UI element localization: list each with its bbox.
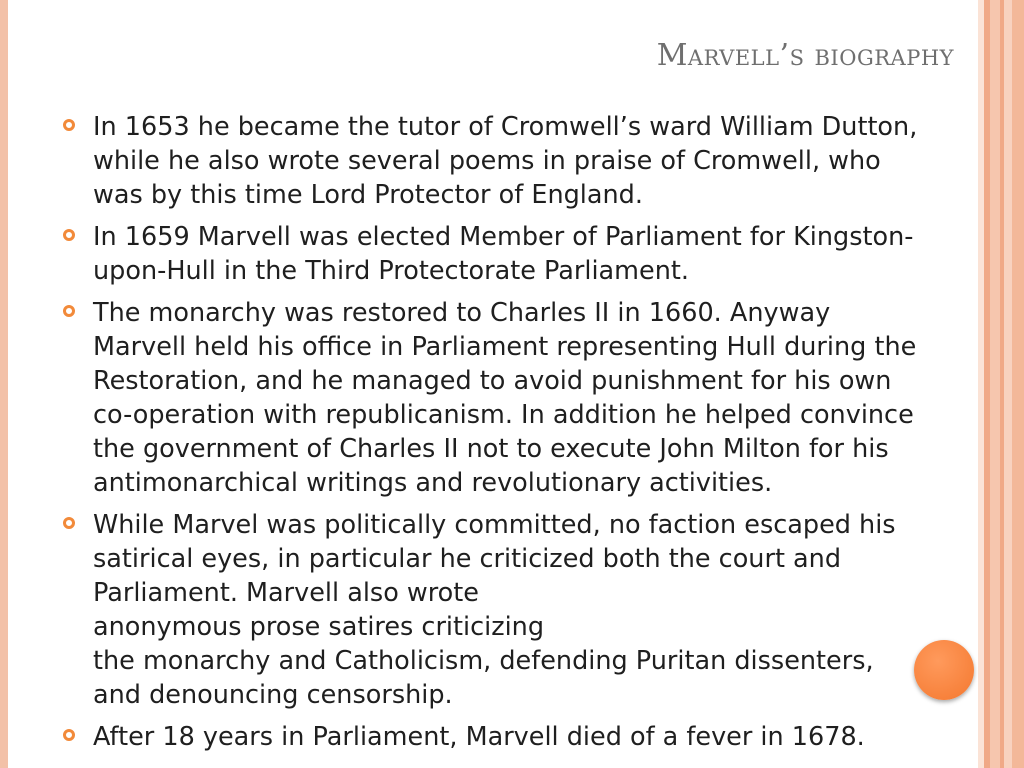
bullet-item [60,296,965,500]
bullet-line: co-operation with republicanism. In addition he helped convince [93,400,914,430]
slide-title: Marvell’s biography [656,38,954,73]
bullet-line: while he also wrote several poems in praise of Cromwell, who [93,146,881,176]
bullet-line: satirical eyes, in particular he criticized both the court and [93,544,842,574]
bullet-line: After 18 years in Parliament, Marvell died of a fever in 1678. [93,722,865,752]
bullet-line: upon-Hull in the Third Protectorate Parliament. [93,256,689,286]
bullet-ring-icon [63,229,75,241]
orange-circle-decoration [914,640,974,700]
bullet-line: Restoration, and he managed to avoid punishment for his own [93,366,892,396]
bullet-line: While Marvel was politically committed, no faction escaped his [93,510,896,540]
bullet-ring-icon [63,517,75,529]
bullet-line: In 1659 Marvell was elected Member of Parliament for Kingston- [93,222,914,252]
right-stripe-decoration [1004,0,1012,768]
left-border-decoration [0,0,8,768]
right-stripe-decoration [990,0,1000,768]
bullet-line: and denouncing censorship. [93,680,453,710]
bullet-line: In 1653 he became the tutor of Cromwell’s ward William Dutton, [93,112,918,142]
bullet-item [60,110,965,212]
bullet-list [60,110,965,762]
bullet-ring-icon [63,119,75,131]
bullet-line: was by this time Lord Protector of England. [93,180,643,210]
bullet-line: the government of Charles II not to execute John Milton for his [93,434,889,464]
bullet-line: The monarchy was restored to Charles II in 1660. Anyway [93,298,831,328]
bullet-item [60,720,965,754]
bullet-line: Parliament. Marvell also wrote [93,578,479,608]
bullet-item [60,220,965,288]
bullet-line: the monarchy and Catholicism, defending Puritan dissenters, [93,646,874,676]
bullet-item [60,508,965,712]
bullet-ring-icon [63,729,75,741]
right-stripe-decoration [1012,0,1024,768]
bullet-line: antimonarchical writings and revolutionary activities. [93,468,773,498]
bullet-ring-icon [63,305,75,317]
bullet-line: anonymous prose satires criticizing [93,612,545,642]
bullet-line: Marvell held his office in Parliament representing Hull during the [93,332,917,362]
